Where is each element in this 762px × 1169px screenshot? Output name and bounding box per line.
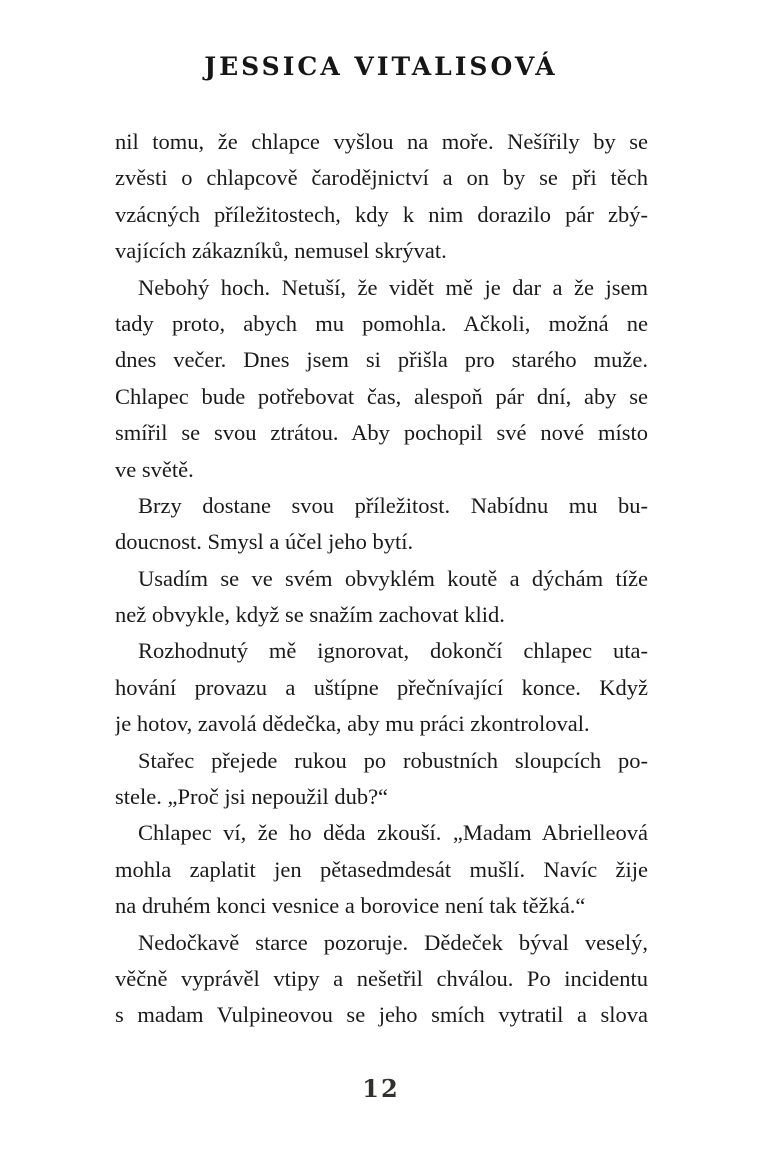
text-line: ve světě.	[115, 456, 194, 482]
paragraph	[115, 270, 648, 488]
paragraph	[115, 488, 648, 561]
text-line: tady proto, abych mu pomohla. Ačkoli, možná ne	[115, 310, 648, 336]
text-line: Usadím se ve svém obvyklém koutě a dýchám tíže	[138, 565, 648, 591]
text-line: Nebohý hoch. Netuší, že vidět mě je dar a že jsem	[138, 274, 648, 300]
paragraph	[115, 561, 648, 634]
text-line: stele. „Proč jsi nepoužil dub?“	[115, 784, 389, 810]
text-line: vzácných příležitostech, kdy k nim dorazilo pár zbý-	[115, 201, 648, 227]
paragraph	[115, 815, 648, 924]
body-text	[115, 124, 648, 1034]
text-line: Rozhodnutý mě ignorovat, dokončí chlapec uta-	[138, 638, 648, 664]
text-line: smířil se svou ztrátou. Aby pochopil své nové místo	[115, 420, 648, 446]
text-line: Nedočkavě starce pozoruje. Dědeček býval veselý,	[138, 929, 648, 955]
text-line: Chlapec ví, že ho děda zkouší. „Madam Abrielleová	[138, 820, 648, 846]
paragraph	[115, 925, 648, 1034]
text-line: Chlapec bude potřebovat čas, alespoň pár dní, aby se	[115, 383, 648, 409]
paragraph	[115, 124, 648, 270]
text-line: doucnost. Smysl a účel jeho bytí.	[115, 529, 414, 555]
text-line: zvěsti o chlapcově čarodějnictví a on by se při těch	[115, 165, 648, 191]
page-number: 12	[362, 1074, 400, 1103]
text-line: nil tomu, že chlapce vyšlou na moře. Nešířily by se	[115, 129, 648, 154]
text-line: Stařec přejede rukou po robustních sloupcích po-	[138, 747, 648, 773]
text-line: na druhém konci vesnice a borovice není tak těžká.“	[115, 893, 586, 919]
text-line: než obvykle, když se snažím zachovat klid.	[115, 602, 505, 628]
text-line: s madam Vulpineovou se jeho smích vytratil a slova	[115, 1002, 648, 1028]
text-line: věčně vyprávěl vtipy a nešetřil chválou. Po incidentu	[115, 965, 648, 991]
paragraph	[115, 743, 648, 816]
text-line: Brzy dostane svou příležitost. Nabídnu mu bu-	[138, 492, 648, 518]
text-line: hování provazu a uštípne přečnívající konce. Když	[115, 674, 648, 700]
text-line: dnes večer. Dnes jsem si přišla pro starého muže.	[115, 347, 648, 373]
paragraph	[115, 633, 648, 742]
text-line: je hotov, zavolá dědečka, aby mu práci zkontroloval.	[115, 711, 590, 737]
text-line: vajících zákazníků, nemusel skrývat.	[115, 238, 447, 264]
running-header-author: JESSICA VITALISOVÁ	[204, 52, 558, 81]
text-line: mohla zaplatit jen pětasedmdesát mušlí. Navíc žije	[115, 856, 648, 882]
